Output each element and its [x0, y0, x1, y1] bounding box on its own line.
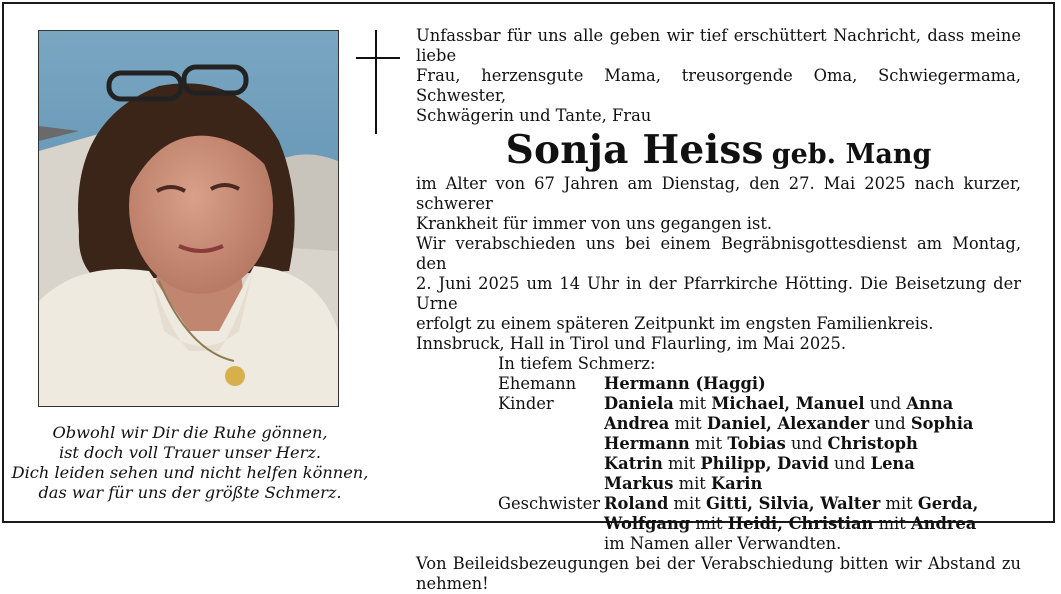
mourner-row	[498, 454, 915, 474]
connector: und	[869, 394, 902, 413]
closing-line: nehmen!	[416, 574, 489, 593]
mourner-name: Hermann	[604, 434, 690, 453]
mourner-name: Christoph	[827, 434, 918, 453]
intro-line: Frau, herzensgute Mama, treusorgende Oma, Schwiegermama, Schwester,	[416, 66, 1021, 105]
mourner-name: Daniel, Alexander	[706, 414, 870, 433]
connector: mit	[668, 454, 696, 473]
mourner-row	[498, 514, 977, 534]
mourner-name: Gerda,	[917, 494, 979, 513]
mourner-name: Andrea	[604, 414, 670, 433]
connector: mit	[678, 474, 706, 493]
connector: mit	[674, 414, 702, 433]
mourner-row	[498, 534, 842, 554]
poem-line: Dich leiden sehen und nicht helfen können,	[11, 463, 369, 482]
poem-line: ist doch voll Trauer unser Herz.	[58, 443, 322, 462]
death-line: Krankheit für immer von uns gegangen ist.	[416, 214, 773, 233]
connector: und	[874, 414, 906, 433]
relatives-line: im Namen aller Verwandten.	[604, 534, 842, 553]
death-line: im Alter von 67 Jahren am Dienstag, den 27. Mai 2025 nach kurzer, schwerer	[416, 174, 1021, 213]
connector: und	[790, 434, 823, 453]
closing-line: Von Beileidsbezeugungen bei der Verabschiedung bitten wir Abstand zu	[416, 554, 1021, 573]
funeral-line: Wir verabschieden uns bei einem Begräbnisgottesdienst am Montag, den	[416, 234, 1021, 273]
poem-line: Obwohl wir Dir die Ruhe gönnen,	[52, 423, 328, 442]
mourner-row	[498, 434, 918, 454]
mourner-name: Andrea	[910, 514, 977, 533]
poem-line: das war für uns der größte Schmerz.	[38, 483, 342, 502]
deceased-name-block	[416, 128, 1021, 172]
portrait-photo	[38, 30, 339, 407]
mourner-name: Anna	[906, 394, 954, 413]
connector: mit	[678, 394, 707, 413]
cross-icon	[354, 28, 402, 136]
funeral-line: 2. Juni 2025 um 14 Uhr in der Pfarrkirche Hötting. Die Beisetzung der Urne	[416, 274, 1021, 313]
mourner-label: Ehemann	[498, 374, 577, 393]
birth-name: geb. Mang	[771, 139, 932, 170]
funeral-line: erfolgt zu einem späteren Zeitpunkt im engsten Familienkreis.	[416, 314, 934, 333]
mourner-name: Philipp, David	[700, 454, 829, 473]
mourners-intro: In tiefem Schmerz:	[498, 354, 656, 373]
mourner-name: Karin	[711, 474, 763, 493]
mourner-name: Sophia	[910, 414, 974, 433]
mourner-name: Markus	[604, 474, 674, 493]
mourner-name: Roland	[604, 494, 669, 513]
connector: mit	[878, 514, 906, 533]
connector: mit	[694, 434, 723, 453]
mourner-row	[498, 474, 763, 494]
mourner-name: Hermann (Haggi)	[604, 374, 766, 393]
mourner-name: Gitti, Silvia, Walter	[705, 494, 881, 513]
mourner-label: Kinder	[498, 394, 554, 413]
connector: mit	[695, 514, 723, 533]
intro-line: Unfassbar für uns alle geben wir tief erschüttert Nachricht, dass meine liebe	[416, 26, 1021, 65]
mourner-row-husband	[498, 374, 766, 394]
notice-text	[416, 26, 1021, 594]
mourner-name: Heidi, Christian	[727, 514, 874, 533]
intro-line: Schwägerin und Tante, Frau	[416, 106, 652, 125]
mourner-name: Lena	[870, 454, 915, 473]
mourner-name: Michael, Manuel	[711, 394, 865, 413]
mourner-name: Katrin	[604, 454, 663, 473]
poem	[8, 423, 372, 503]
place-date: Innsbruck, Hall in Tirol und Flaurling, im Mai 2025.	[416, 334, 847, 353]
mourner-row-children	[498, 394, 954, 414]
connector: mit	[885, 494, 913, 513]
connector: mit	[673, 494, 701, 513]
mourner-row	[498, 414, 974, 434]
connector: und	[834, 454, 866, 473]
deceased-name: Sonja Heiss	[505, 127, 764, 173]
mourner-name: Daniela	[604, 394, 674, 413]
mourner-label: Geschwister	[498, 494, 601, 513]
portrait-image	[39, 31, 338, 406]
mourners-list	[416, 354, 1021, 574]
mourner-name: Tobias	[727, 434, 786, 453]
mourner-row-siblings	[498, 494, 979, 514]
mourner-name: Wolfgang	[604, 514, 691, 533]
